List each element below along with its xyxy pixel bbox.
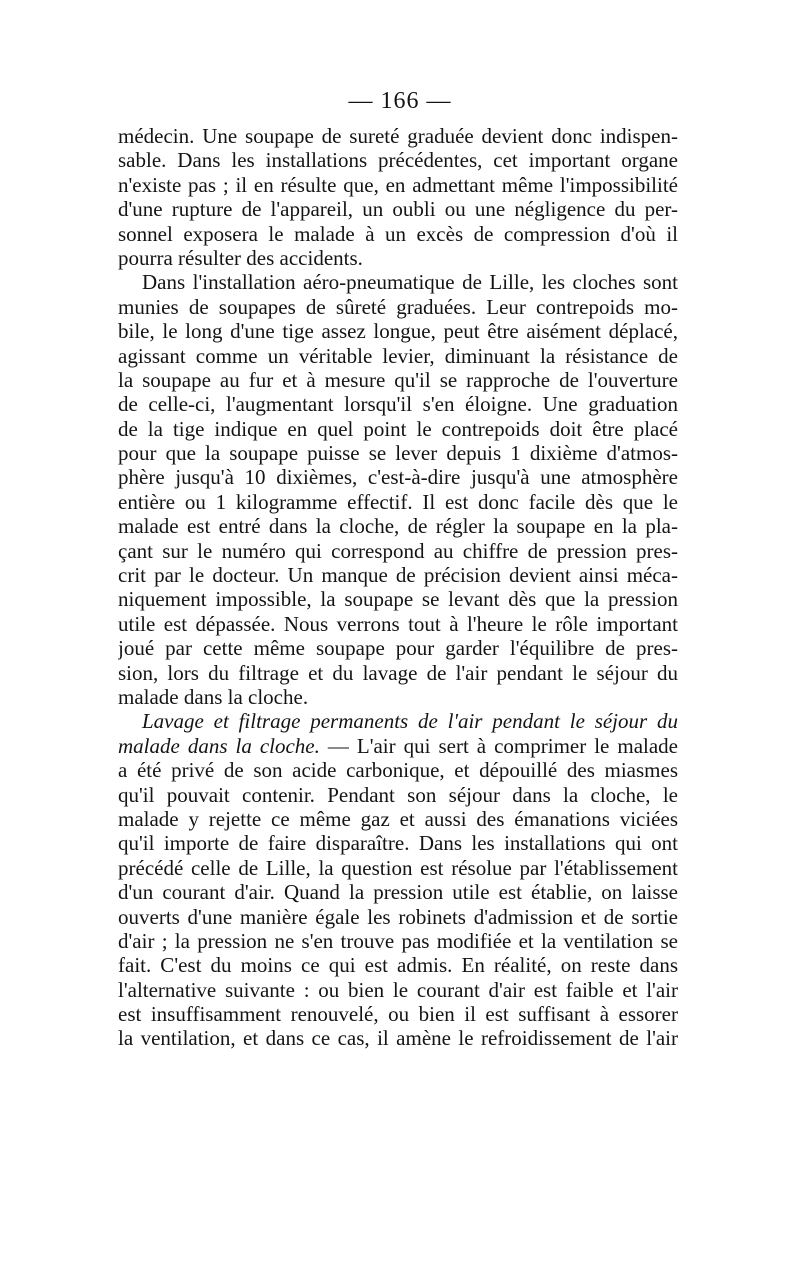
text-line: joué par cette même soupape pour garder l'équilibre de pres- <box>118 636 678 661</box>
text-line: de celle-ci, l'augmentant lorsqu'il s'en éloigne. Une graduation <box>118 392 678 417</box>
text-line: malade dans la cloche. <box>118 684 309 709</box>
text-line: sable. Dans les installations précédentes, cet important organe <box>118 148 678 173</box>
text-line: bile, le long d'une tige assez longue, peut être aisément déplacé, <box>118 319 678 344</box>
text-line: est insuffisamment renouvelé, ou bien il est suffisant à essorer <box>118 1002 678 1027</box>
section-heading: Lavage et filtrage permanents de l'air pendant le séjour du <box>142 709 678 734</box>
text-line: sonnel exposera le malade à un excès de compression d'où il <box>118 221 678 246</box>
text-line: a été privé de son acide carbonique, et dépouillé des miasmes <box>118 758 678 783</box>
text-line: la ventilation, et dans ce cas, il amène le refroidissement de l'air <box>118 1026 678 1051</box>
text-line: d'un courant d'air. Quand la pression utile est établie, on laisse <box>118 880 678 905</box>
text-line: phère jusqu'à 10 dixièmes, c'est-à-dire jusqu'à une atmosphère <box>118 465 678 490</box>
text-line: malade est entré dans la cloche, de régler la soupape en la pla- <box>118 514 678 539</box>
text-line: qu'il pouvait contenir. Pendant son séjour dans la cloche, le <box>118 782 678 807</box>
text-line: entière ou 1 kilogramme effectif. Il est donc facile dès que le <box>118 489 678 514</box>
text-line: utile est dépassée. Nous verrons tout à l'heure le rôle important <box>118 611 678 636</box>
text-line: d'une rupture de l'appareil, un oubli ou une négligence du per- <box>118 197 678 222</box>
text-line: çant sur le numéro qui correspond au chiffre de pression pres- <box>118 538 678 563</box>
text-line: d'air ; la pression ne s'en trouve pas modifiée et la ventilation se <box>118 928 678 953</box>
text-line: de la tige indique en quel point le contrepoids doit être placé <box>118 416 678 441</box>
body-text <box>118 124 678 1051</box>
text-line: munies de soupapes de sûreté graduées. Leur contrepoids mo- <box>118 294 678 319</box>
text-line: ouverts d'une manière égale les robinets d'admission et de sortie <box>118 904 678 929</box>
page-number: — 166 — <box>348 88 452 114</box>
text-line: pour que la soupape puisse se lever depuis 1 dixième d'atmos- <box>118 441 678 466</box>
text-line: niquement impossible, la soupape se levant dès que la pression <box>118 587 678 612</box>
text-line: pourra résulter des accidents. <box>118 245 363 270</box>
section-heading-line <box>118 709 678 733</box>
text-line: médecin. Une soupape de sureté graduée devient donc indispen- <box>118 124 678 148</box>
text-line: précédé celle de Lille, la question est résolue par l'établissement <box>118 855 678 880</box>
text-line: malade y rejette ce même gaz et aussi des émanations viciées <box>118 806 678 831</box>
text-line: sion, lors du filtrage et du lavage de l'air pendant le séjour du <box>118 660 678 685</box>
text-line: l'alternative suivante : ou bien le courant d'air est faible et l'air <box>118 977 678 1002</box>
text-run: — L'air qui sert à comprimer le malade <box>319 733 678 758</box>
text-line: crit par le docteur. Un manque de précision devient ainsi méca- <box>118 563 678 588</box>
text-line: qu'il importe de faire disparaître. Dans les installations qui ont <box>118 831 678 856</box>
text-line <box>118 734 678 758</box>
text-line: fait. C'est du moins ce qui est admis. En réalité, on reste dans <box>118 953 678 978</box>
text-line: n'existe pas ; il en résulte que, en admettant même l'impossibilité <box>118 172 678 197</box>
text-line: agissant comme un véritable levier, diminuant la résistance de <box>118 343 678 368</box>
section-heading-continued: malade dans la cloche. <box>118 733 320 758</box>
text-line: Dans l'installation aéro-pneumatique de Lille, les cloches sont <box>142 270 678 295</box>
text-line: la soupape au fur et à mesure qu'il se rapproche de l'ouverture <box>118 367 678 392</box>
